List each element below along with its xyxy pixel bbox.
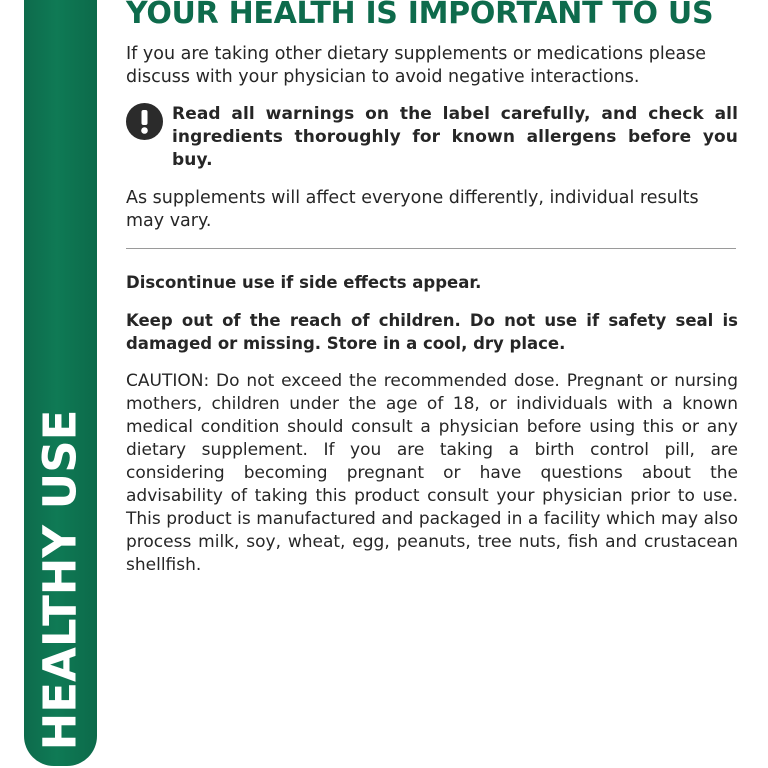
caution-text: CAUTION: Do not exceed the recommended dose. Pregnant or nursing mothers, children under the age of 18, or individuals with a known medical condition should consult a physician before using this or any dietary supplement. If you are taking a birth control pill, are considering becoming pregnant or have questions about the advisability of taking this product consult your physician prior to use. This product is manufactured and packaged in a facility which may also process milk, soy, wheat, egg, peanuts, tree nuts, fish and crustacean shellfish. — [126, 371, 738, 575]
warning-text: Read all warnings on the label carefully, and check all ingredients thoroughly for known allergens before you buy. — [172, 104, 738, 170]
side-label: HEALTHY USE — [33, 409, 87, 751]
discontinue-notice: Discontinue use if side effects appear. — [126, 273, 482, 292]
main-content — [126, 0, 738, 594]
exclamation-icon-glyph — [126, 103, 163, 140]
exclamation-icon — [126, 103, 163, 140]
warning-block — [126, 103, 738, 172]
headline: YOUR HEALTH IS IMPORTANT TO US — [126, 0, 714, 31]
results-note: As supplements will affect everyone differently, individual results may vary. — [126, 188, 699, 231]
storage-notice: Keep out of the reach of children. Do not use if safety seal is damaged or missing. Store in a cool, dry place. — [126, 311, 738, 353]
intro-text: If you are taking other dietary supplements or medications please discuss with your physician to avoid negative interactions. — [126, 44, 707, 87]
divider — [126, 248, 736, 249]
